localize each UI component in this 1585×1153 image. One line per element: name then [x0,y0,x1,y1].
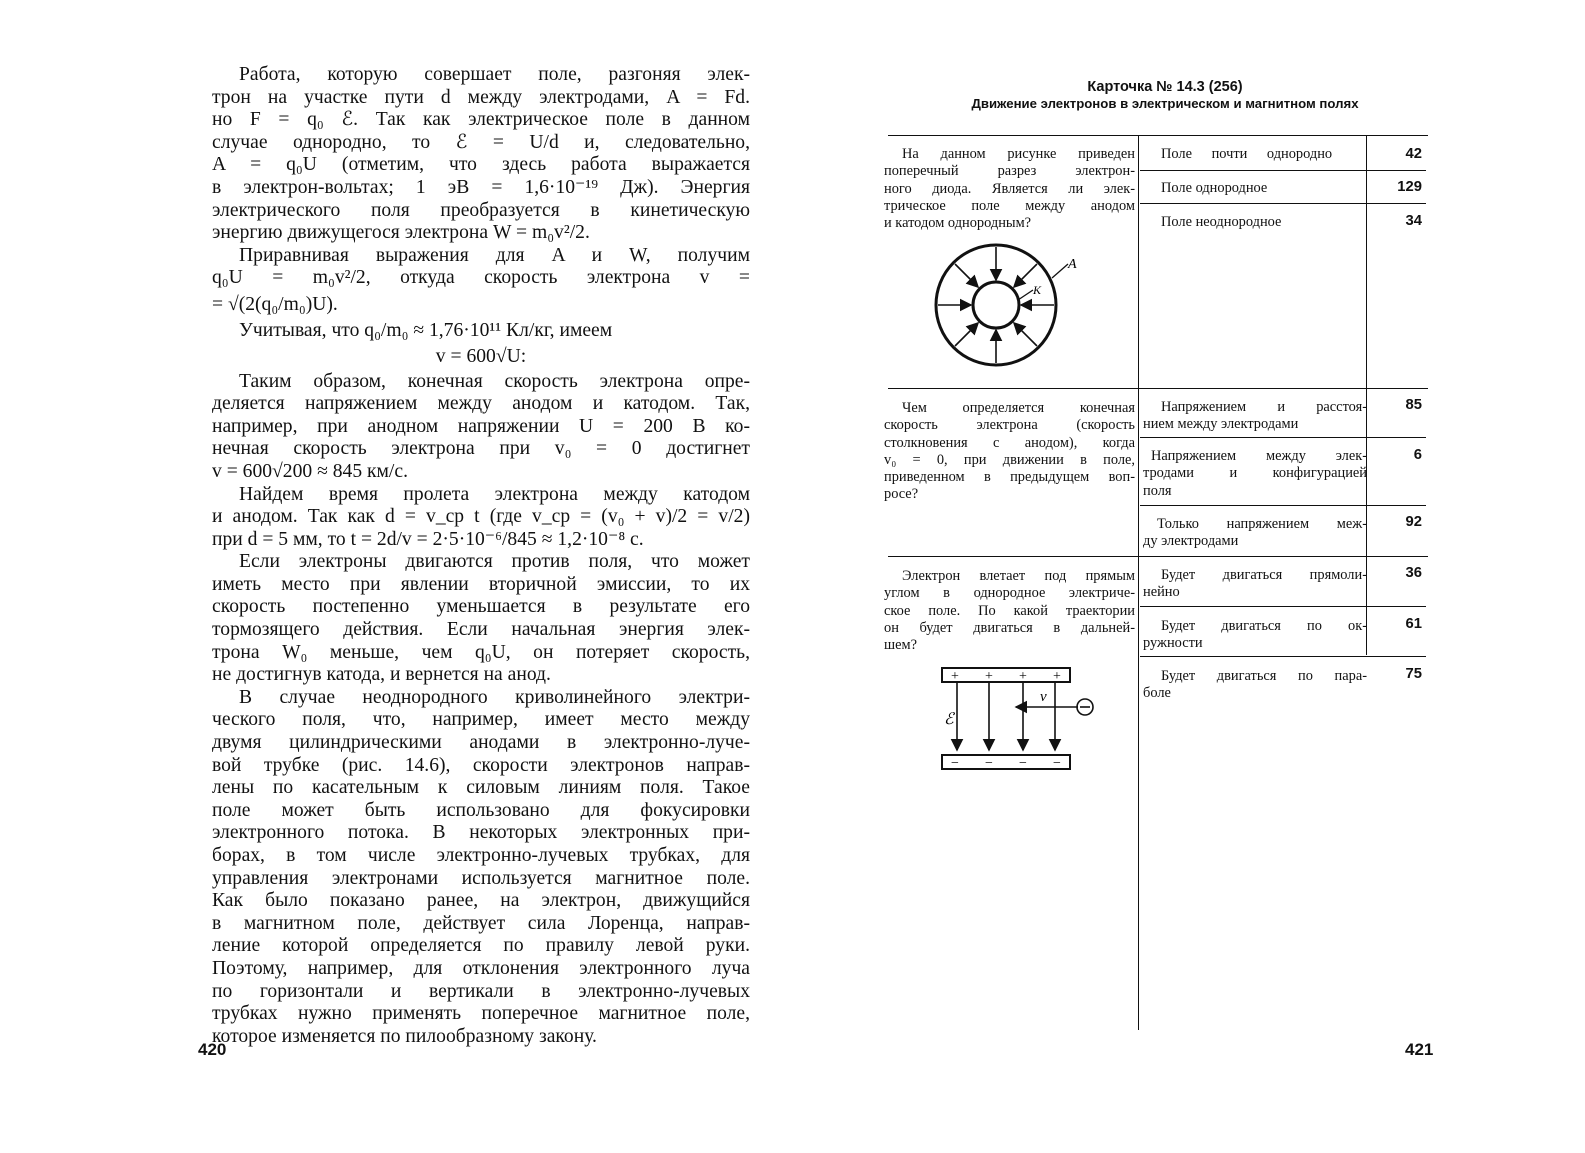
table-divider-question [1138,135,1139,1030]
q1-answer-3-code: 34 [1405,213,1422,229]
text-line: при d = 5 мм, то t = 2d/v = 2·5·10⁻⁶/845 ≈ 1,2·10⁻⁸ с. [212,528,644,550]
text-line: трона W₀ меньше, чем q₀U, он потеряет скорость, [212,641,750,663]
row-rule [1140,437,1426,438]
q2-answer-2[interactable] [1143,448,1367,500]
text-line: лены по касательным к силовым линиям поля. Такое [212,777,750,799]
row-rule [1140,505,1426,506]
text-line: шем? [884,637,917,654]
q3-answer-3[interactable] [1143,668,1367,703]
q1-answer-3[interactable] [1143,214,1367,231]
text-line: Найдем время пролета электрона между катодом [239,483,750,505]
q1-answer-1-code: 42 [1405,146,1422,162]
velocity-label: v [1040,689,1047,705]
cathode-circle [973,282,1019,328]
anode-label: A [1068,257,1077,272]
answer-text: тродами и конфигурацией [1143,465,1367,482]
text-line: росе? [884,486,919,503]
q3-answer-3-code: 75 [1405,666,1422,682]
q2-answer-3[interactable] [1143,516,1367,551]
row-rule [1140,170,1426,171]
q1-answer-2-code: 129 [1397,179,1422,195]
text-line: ного диода. Является ли элек- [884,180,1135,197]
positive-plate [942,668,1070,682]
svg-text:+: + [985,669,993,684]
q3-answer-1[interactable] [1143,567,1367,602]
text-line: Работа, которую совершает поле, разгоняя элек- [239,64,750,85]
svg-text:−: − [985,756,993,771]
section-rule [888,388,1428,389]
svg-text:+: + [951,669,959,684]
capacitor-field-figure [930,660,1100,775]
text-line: в электрон-вольтах; 1 эВ = 1,6·10⁻¹⁹ Дж). Энергия [212,176,750,198]
text-line: На данном рисунке приведен [902,146,1135,162]
q2-answer-3-code: 92 [1405,514,1422,530]
text-line: энергию движущегося электрона W = m₀v²/2. [212,222,590,244]
text-line: по горизонтали и вертикали в электронно-лучевых [212,980,750,1002]
text-line: случае однородно, то ℰ = U/d и, следовательно, [212,131,750,153]
text-line: v = 600√200 ≈ 845 км/с. [212,460,408,482]
card-header [885,78,1445,112]
svg-text:−: − [1053,756,1061,771]
diode-cross-section-figure [925,238,1090,388]
text-line: Чем определяется конечная [902,400,1135,416]
answer-text: ду электродами [1143,533,1239,550]
answer-text: Будет двигаться прямоли- [1161,567,1367,583]
paragraph-5 [212,484,750,552]
paragraph-2 [212,245,750,290]
text-line: углом в однородное электриче- [884,585,1135,602]
answer-text: Только напряжением меж- [1157,516,1367,532]
text-line: вой трубке (рис. 14.6), скорости электронов направ- [212,754,750,776]
answer-text: боле [1143,685,1171,702]
text-line: электронного потока. В некоторых электронных при- [212,822,750,844]
text-line: тормозящего действия. Если начальная энергия элек- [212,619,750,641]
text-line: ческого поля, что, например, имеет место между [212,709,750,731]
text-line: Поэтому, например, для отклонения электронного луча [212,957,750,979]
text-line: ское поле. По какой траектории [884,602,1135,619]
answer-text: нием между электродами [1143,416,1299,433]
field-lines [938,247,1054,363]
q3-answer-1-code: 36 [1405,565,1422,581]
page-number-right: 421 [1405,1040,1434,1059]
text-line: управления электронами используется магнитное поле. [212,867,750,889]
card-title: Карточка № 14.3 (256) [1087,79,1243,95]
paragraph-6 [212,551,750,687]
text-line: Электрон влетает под прямым [902,568,1135,584]
q2-answer-1[interactable] [1143,399,1367,434]
text-line: трическое поле между анодом [884,197,1135,214]
text-line: трон на участке пути d между электродами, A = Fd. [212,86,750,108]
svg-text:−: − [951,756,959,771]
text-line: борах, в том числе электронно-лучевых трубках, для [212,845,750,866]
text-line: поперечный разрез электрон- [884,163,1135,180]
text-line: q₀U = m₀v²/2, откуда скорость электрона v = [212,267,750,289]
left-page [212,64,750,1048]
q2-answer-2-code: 6 [1413,447,1422,463]
formula-sqrt: = √(2(q₀/m₀)U). [212,293,338,315]
question-3-text [884,568,1135,654]
row-rule [1140,203,1426,204]
answer-text: Будет двигаться по ок- [1161,618,1367,634]
svg-text:+: + [1053,669,1061,684]
text-line: приведенном в предыдущем воп- [884,469,1135,486]
answer-text: Поле неоднородное [1161,214,1282,230]
answer-text: ружности [1143,635,1203,652]
svg-text:−: − [1019,756,1027,771]
q1-answer-1[interactable] [1143,146,1367,163]
section-rule [888,556,1428,557]
row-rule [1140,656,1426,657]
text-line: скорость электрона (скорость [884,417,1135,434]
text-line: столкновения с анодом), когда [884,434,1135,451]
text-line: нечная скорость электрона при v₀ = 0 достигнет [212,438,750,460]
text-line: В случае неоднородного криволинейного электри- [239,686,750,708]
text-line: деляется напряжением между анодом и катодом. Так, [212,393,750,415]
q2-answer-1-code: 85 [1405,397,1422,413]
text-line: в магнитном поле, действует сила Лоренца, направ- [212,912,750,934]
answer-text: нейно [1143,584,1180,601]
text-line: поле может быть использовано для фокусировки [212,799,750,821]
answer-text: Напряжением между элек- [1151,448,1367,464]
text-line: иметь место при явлении вторичной эмиссии, то их [212,573,750,595]
answer-text: Будет двигаться по пара- [1161,668,1367,684]
text-line: Как было показано ранее, на электрон, движущийся [212,890,750,912]
answer-text: поля [1143,482,1172,499]
text-line: ление которой определяется по правилу левой руки. [212,935,750,957]
paragraph-4 [212,371,750,484]
text-line: он будет двигаться в дальней- [884,619,1135,636]
q3-answer-2-code: 61 [1405,616,1422,632]
svg-text:+: + [1019,669,1027,684]
text-line: Если электроны двигаются против поля, что может [239,551,750,573]
text-line: Приравнивая выражения для A и W, получим [239,244,750,266]
text-line: и анодом. Так как d = v_cp t (где v_cp = (v₀ + v)/2 = v/2) [212,506,750,528]
paragraph-1 [212,64,750,245]
formula-velocity: v = 600√U: [435,345,527,367]
paragraph-7 [212,687,750,1049]
q3-answer-2[interactable] [1143,618,1367,653]
cathode-label: K [1033,283,1042,297]
question-1-text [884,146,1135,232]
text-line: скорость постепенно уменьшается в результате его [212,596,750,618]
answer-text: Напряжением и расстоя- [1161,399,1367,415]
text-line: электрического поля преобразуется в кинетическую [212,199,750,221]
text-line: v₀ = 0, при движении в поле, [884,451,1135,468]
text-line: и катодом однородным? [884,215,1032,232]
text-line: не достигнув катода, и вернется на анод. [212,664,551,686]
text-line: двумя цилиндрическими анодами в электронно-луче- [212,732,750,754]
negative-plate [942,755,1070,769]
text-line: трубках нужно применять поперечное магнитное поле, [212,1003,750,1025]
row-rule [1140,606,1426,607]
page-number-left: 420 [198,1040,227,1059]
text-line: Учитывая, что q₀/m₀ ≈ 1,76·10¹¹ Кл/кг, имеем [239,319,613,341]
text-line: которое изменяется по пилообразному закону. [212,1025,597,1047]
text-line: но F = q₀ ℰ. Так как электрическое поле в данном [212,109,750,131]
text-line: A = q₀U (отметим, что здесь работа выражается [212,154,750,176]
text-line: Таким образом, конечная скорость электрона опре- [239,370,750,392]
q1-answer-2[interactable] [1143,180,1367,197]
answer-text: Поле однородное [1161,180,1268,196]
table-top-rule [888,135,1428,136]
paragraph-3 [212,320,750,343]
field-label: ℰ [944,711,954,728]
card-subtitle: Движение электронов в электрическом и магнитном полях [971,96,1359,111]
question-2-text [884,400,1135,504]
text-line: например, при анодном напряжении U = 200 В ко- [212,415,750,437]
answer-text: Поле почти однородно [1161,146,1333,162]
